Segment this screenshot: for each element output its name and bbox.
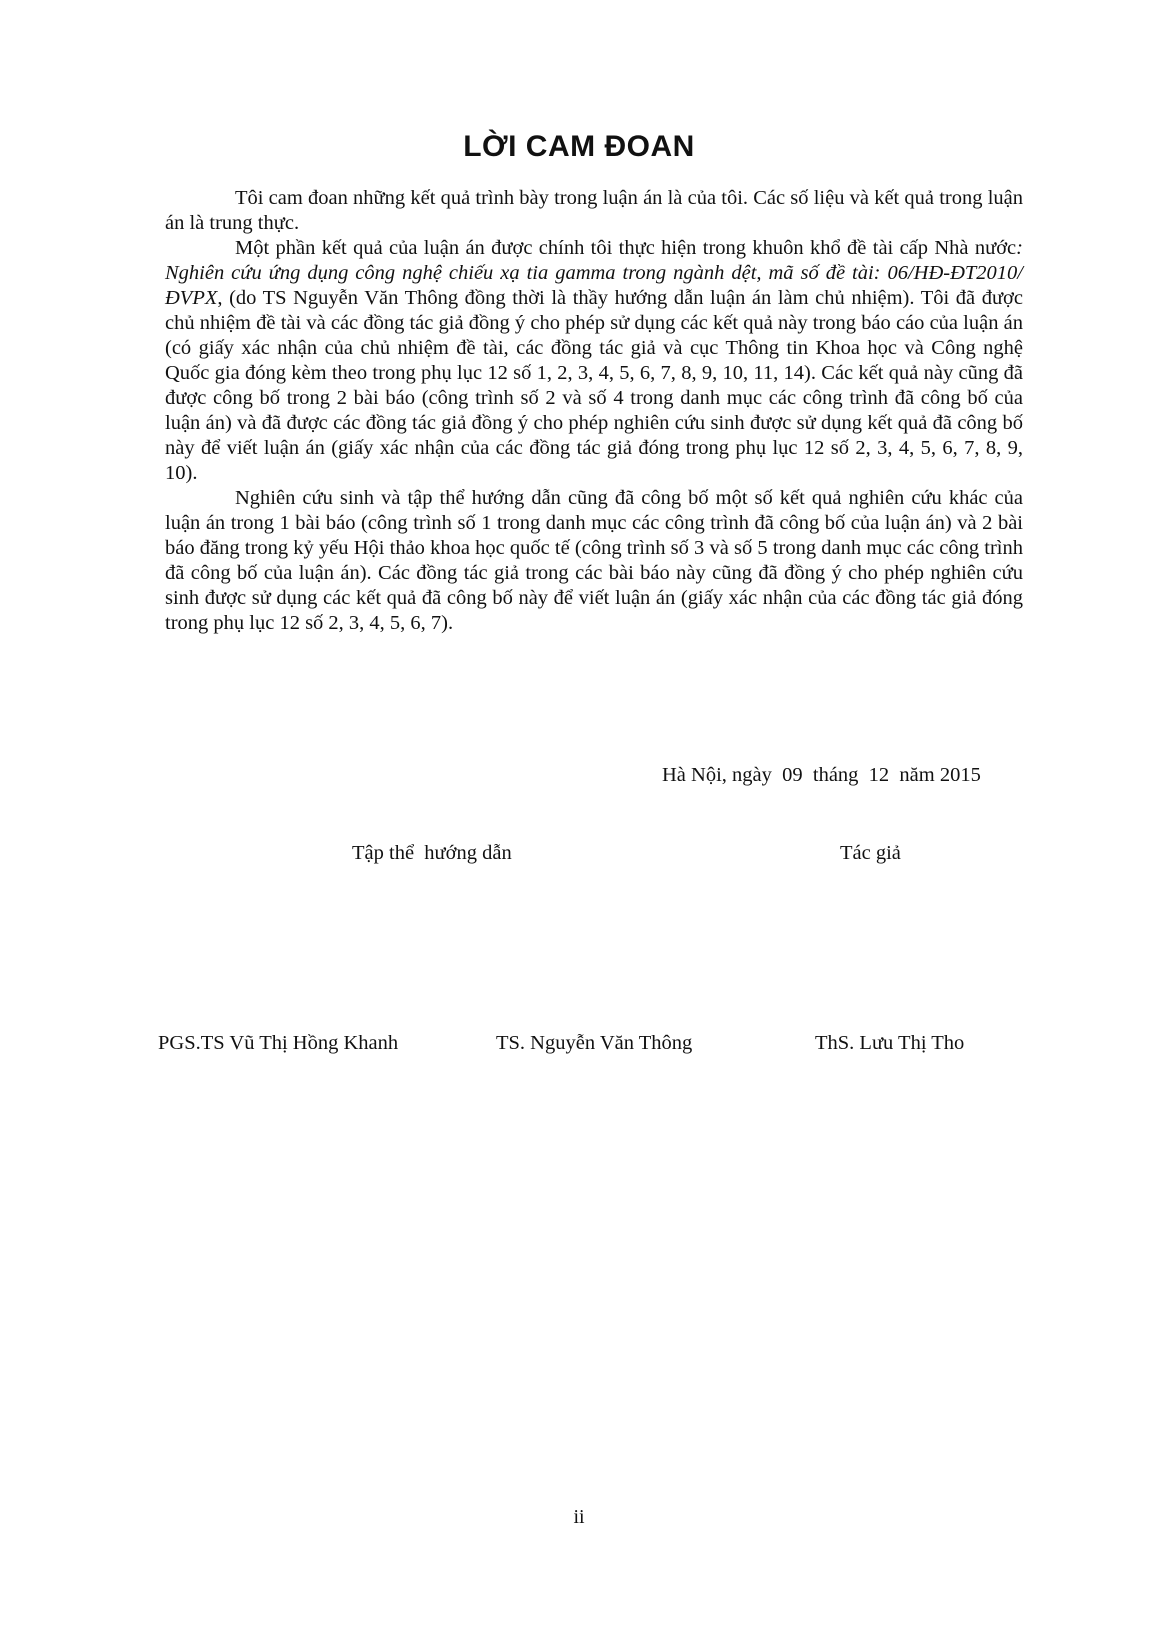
project-title: : Nghiên cứu ứng dụng công nghệ chiếu xạ tia gamma trong ngành dệt, mã số đề tài: 06/HĐ-ĐT2010/ĐVPX [165,237,1023,309]
advisors-label: Tập thể hướng dẫn [352,842,512,864]
page-number: ii [573,1506,585,1528]
advisor-name-2: TS. Nguyễn Văn Thông [496,1032,693,1054]
paragraph-2-lead: Một phần kết quả của luận án được chính tôi thực hiện trong khuôn khổ đề tài cấp Nhà nước [235,237,1017,259]
paragraph-3: Nghiên cứu sinh và tập thể hướng dẫn cũng đã công bố một số kết quả nghiên cứu khác của luận án trong 1 bài báo (công trình số 1 trong danh mục các công trình đã công bố của luận án) và 2 bài báo đăng trong kỷ yếu Hội thảo khoa học quốc tế (công trình số 3 và số 5 trong danh mục các công trình đã công bố của luận án). Các đồng tác giả trong các bài báo này cũng đã đồng ý cho phép nghiên cứu sinh được sử dụng các kết quả đã công bố này để viết luận án (giấy xác nhận của các đồng tác giả đóng trong phụ lục 12 số 2, 3, 4, 5, 6, 7). [165,487,1023,634]
paragraph-2-rest: , (do TS Nguyễn Văn Thông đồng thời là thầy hướng dẫn luận án làm chủ nhiệm). Tôi đã được chủ nhiệm đề tài và các đồng tác giả đồng ý cho phép sử dụng các kết quả này trong báo cáo của luận án (có giấy xác nhận của chủ nhiệm đề tài, các đồng tác giả và cục Thông tin Khoa học và Công nghệ Quốc gia đóng kèm theo trong phụ lục 12 số 1, 2, 3, 4, 5, 6, 7, 8, 9, 10, 11, 14). Các kết quả này cũng đã được công bố trong 2 bài báo (công trình số 2 và số 4 trong danh mục các công trình đã công bố của luận án) và đã được các đồng tác giả đồng ý cho phép nghiên cứu sinh được sử dụng kết quả đã công bố này để viết luận án (giấy xác nhận của các đồng tác giả đóng trong phụ lục 12 số 2, 3, 4, 5, 6, 7, 8, 9, 10). [165,287,1023,484]
author-label: Tác giả [840,842,901,864]
paragraph-1: Tôi cam đoan những kết quả trình bày trong luận án là của tôi. Các số liệu và kết quả trong luận án là trung thực. [165,187,1023,234]
declaration-body [165,186,1023,636]
paragraph-2 [165,236,1023,486]
author-name: ThS. Lưu Thị Tho [815,1032,965,1054]
advisor-name-1: PGS.TS Vũ Thị Hồng Khanh [158,1032,399,1054]
date-line: Hà Nội, ngày 09 tháng 12 năm 2015 [662,764,981,786]
page-title: LỜI CAM ĐOAN [463,130,695,163]
